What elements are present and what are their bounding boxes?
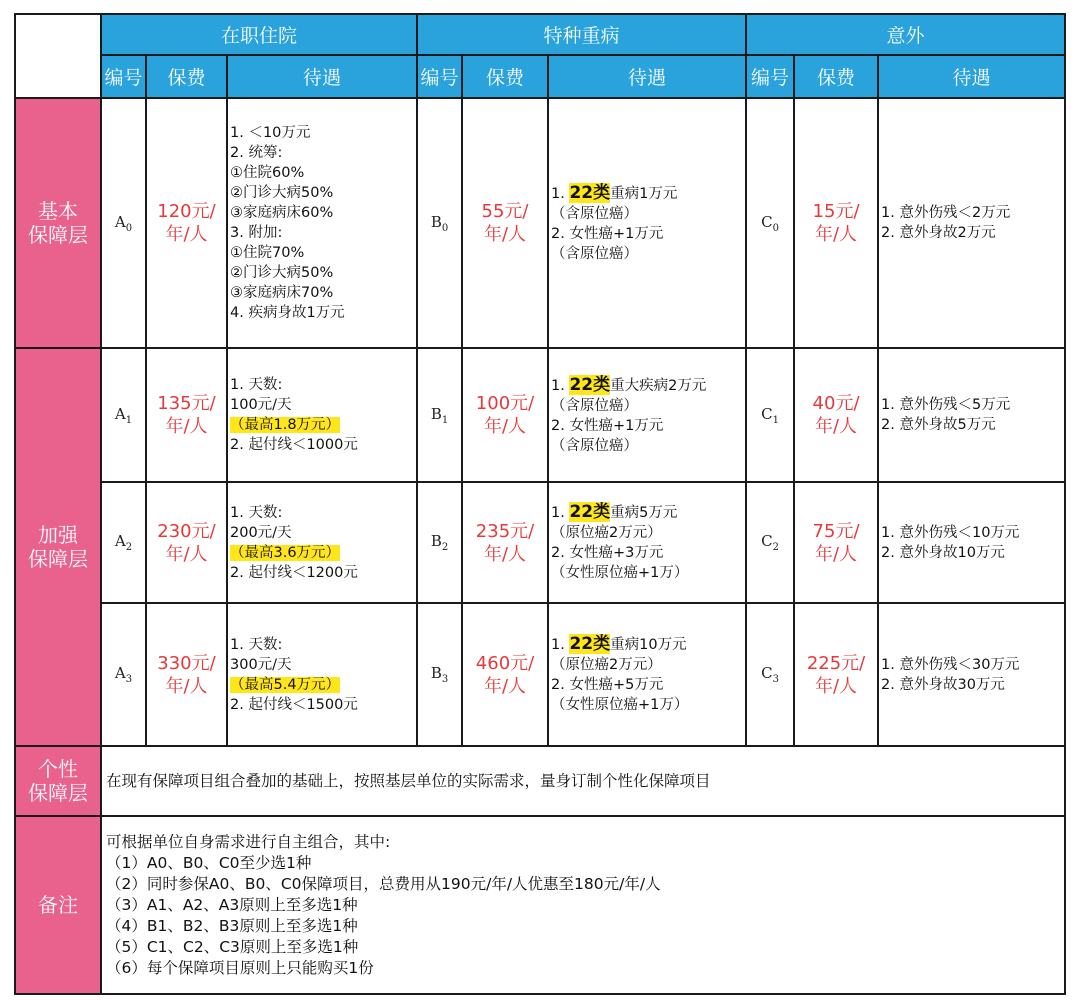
personal-layer-text: 在现有保障项目组合叠加的基础上，按照基层单位的实际需求，量身订制个性化保障项目	[101, 746, 1065, 816]
highlight-max-amount: （最高5.4万元）	[230, 676, 341, 693]
highlight-22-categories: 22类	[569, 374, 611, 395]
subheader-fee: 保费	[146, 55, 227, 98]
plan-fee: 100元/ 年/人	[462, 348, 548, 482]
highlight-max-amount: （最高1.8万元）	[230, 417, 341, 433]
plan-code: $A_1$	[101, 348, 146, 482]
table-row	[15, 98, 1065, 348]
plan-code: $C_3$	[746, 603, 794, 746]
plan-fee: 460元/ 年/人	[462, 603, 548, 746]
notes-row	[15, 816, 1065, 994]
personal-layer-row	[15, 746, 1065, 816]
group-header-accident: 意外	[746, 14, 1065, 55]
table-row	[15, 482, 1065, 603]
sub-header-row	[15, 55, 1065, 98]
plan-fee: 40元/ 年/人	[794, 348, 878, 482]
plan-fee: 330元/ 年/人	[146, 603, 227, 746]
plan-benefit: 1. 22类重大疾病2万元 （含原位癌） 2. 女性癌+1万元 （含原位癌）	[548, 348, 746, 482]
plan-code: $B_3$	[417, 603, 462, 746]
plan-code: $C_0$	[746, 98, 794, 348]
highlight-22-categories: 22类	[569, 634, 611, 654]
plan-benefit: 1. 意外伤残＜30万元 2. 意外身故30万元	[878, 603, 1065, 746]
plan-code: $B_0$	[417, 98, 462, 348]
corner-cell	[15, 14, 101, 98]
subheader-fee: 保费	[794, 55, 878, 98]
subheader-fee: 保费	[462, 55, 548, 98]
plan-code: $B_1$	[417, 348, 462, 482]
plan-fee: 135元/ 年/人	[146, 348, 227, 482]
plan-fee: 225元/ 年/人	[794, 603, 878, 746]
plan-benefit: 1. 天数: 300元/天 （最高5.4万元） 2. 起付线＜1500元	[227, 603, 417, 746]
group-header-critical-illness: 特种重病	[417, 14, 746, 55]
group-header-inpatient: 在职住院	[101, 14, 417, 55]
plan-benefit: 1. 意外伤残＜10万元 2. 意外身故10万元	[878, 482, 1065, 603]
plan-benefit: 1. 意外伤残＜2万元 2. 意外身故2万元	[878, 98, 1065, 348]
plan-code: $A_3$	[101, 603, 146, 746]
layer-label-personal: 个性 保障层	[15, 746, 101, 816]
plan-code: $A_0$	[101, 98, 146, 348]
table-row	[15, 603, 1065, 746]
table-row	[15, 348, 1065, 482]
plan-fee: 230元/ 年/人	[146, 482, 227, 603]
plan-fee: 75元/ 年/人	[794, 482, 878, 603]
insurance-plan-table	[14, 13, 1066, 995]
plan-code: $B_2$	[417, 482, 462, 603]
plan-fee: 15元/ 年/人	[794, 98, 878, 348]
plan-benefit: 1. 天数: 100元/天 （最高1.8万元） 2. 起付线＜1000元	[227, 348, 417, 482]
plan-fee: 55元/ 年/人	[462, 98, 548, 348]
plan-benefit: 1. 22类重病1万元 （含原位癌） 2. 女性癌+1万元 （含原位癌）	[548, 98, 746, 348]
plan-code: $A_2$	[101, 482, 146, 603]
subheader-code: 编号	[746, 55, 794, 98]
highlight-22-categories: 22类	[569, 502, 611, 522]
group-header-row	[15, 14, 1065, 55]
highlight-max-amount: （最高3.6万元）	[230, 544, 341, 561]
plan-fee: 120元/ 年/人	[146, 98, 227, 348]
highlight-22-categories: 22类	[569, 182, 611, 203]
plan-code: $C_1$	[746, 348, 794, 482]
layer-label-basic: 基本 保障层	[15, 98, 101, 348]
plan-fee: 235元/ 年/人	[462, 482, 548, 603]
subheader-code: 编号	[417, 55, 462, 98]
layer-label-enhanced: 加强 保障层	[15, 348, 101, 746]
subheader-benefit: 待遇	[878, 55, 1065, 98]
plan-code: $C_2$	[746, 482, 794, 603]
plan-benefit: 1. 22类重病5万元 （原位癌2万元） 2. 女性癌+3万元 （女性原位癌+1万）	[548, 482, 746, 603]
plan-benefit: 1. ＜10万元 2. 统筹: ①住院60% ②门诊大病50% ③家庭病床60% 3. 附加: ①住院70% ②门诊大病50% ③家庭病床70% 4. 疾病身故1万元	[227, 98, 417, 348]
subheader-code: 编号	[101, 55, 146, 98]
notes-text: 可根据单位自身需求进行自主组合，其中: （1）A0、B0、C0至少选1种 （2）同时参保A0、B0、C0保障项目，总费用从190元/年/人优惠至180元/年/人 （3）A1、A2、A3原则上至多选1种 （4）B1、B2、B3原则上至多选1种 （5）C1、C2、C3原则上至多选1种 （6）每个保障项目原则上只能购买1份	[101, 816, 1065, 994]
subheader-benefit: 待遇	[227, 55, 417, 98]
plan-benefit: 1. 22类重病10万元 （原位癌2万元） 2. 女性癌+5万元 （女性原位癌+1万）	[548, 603, 746, 746]
layer-label-notes: 备注	[15, 816, 101, 994]
plan-benefit: 1. 天数: 200元/天 （最高3.6万元） 2. 起付线＜1200元	[227, 482, 417, 603]
plan-benefit: 1. 意外伤残＜5万元 2. 意外身故5万元	[878, 348, 1065, 482]
subheader-benefit: 待遇	[548, 55, 746, 98]
